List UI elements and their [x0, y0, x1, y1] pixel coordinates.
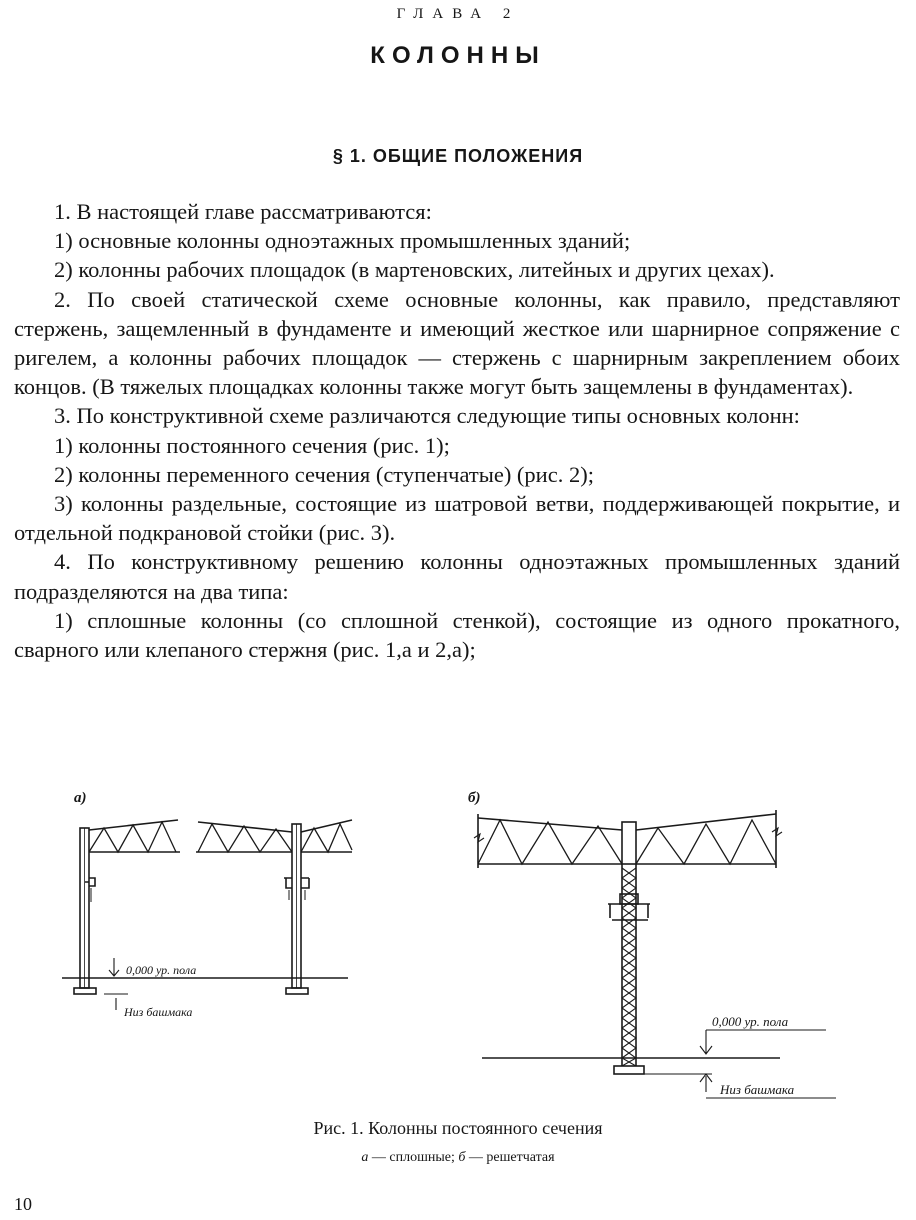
paragraph: 1) сплошные колонны (со сплошной стенкой), состоящие из одного прокатного, сварного или клепаного стержня (рис. 1,а и 2,а); [14, 607, 900, 663]
paragraph: 2) колонны переменного сечения (ступенчатые) (рис. 2); [54, 461, 594, 487]
truss-b-left [474, 814, 622, 868]
paragraph: 3) колонны раздельные, состоящие из шатровой ветви, поддерживающей покрытие, и отдельной подкрановой стойки (рис. 3). [14, 491, 900, 546]
panel-b-floor-label: 0,000 ур. пола [712, 1014, 789, 1029]
paragraph: 1. В настоящей главе рассматриваются: [54, 199, 432, 224]
figure-caption: Рис. 1. Колонны постоянного сечения [313, 1118, 603, 1138]
panel-a-shoe-label: Низ башмака [124, 1005, 193, 1019]
panel-a-tag: а) [74, 790, 87, 806]
paragraph: 2) колонны рабочих площадок (в мартеновских, литейных и других цехах). [54, 257, 775, 283]
paragraph: 2. По своей статической схеме основные колонны, как правило, представляют стержень, защемленный в фундаменте и имеющий жесткое или шарнирное сопряжение с ригелем, а колонны рабочих площадок — стержень с шарнирным закреплением обоих концов. (В тяжелых площадках колонны также могут быть защемлены в фундаментах). [14, 286, 900, 400]
page-number: 10 [14, 1194, 32, 1214]
panel-a-drawing [62, 790, 352, 1019]
truss-right-left-span [196, 822, 292, 852]
paragraph: 4. По конструктивному решению колонны одноэтажных промышленных зданий подразделяются на два типа: [14, 549, 900, 604]
subcaption-b-letter: б [458, 1150, 466, 1165]
subcaption-a-letter: а [361, 1150, 369, 1165]
solid-column-right [284, 824, 309, 994]
body-text [14, 197, 900, 664]
truss-b-right [636, 810, 782, 868]
lattice-column-head [622, 822, 636, 864]
truss-left [89, 820, 180, 852]
paragraph: 3. По конструктивной схеме различаются следующие типы основных колонн: [54, 403, 800, 429]
chapter-label: ГЛАВА 2 [396, 6, 520, 22]
paragraph: 1) колонны постоянного сечения (рис. 1); [54, 432, 450, 458]
truss-right-right-span [301, 820, 352, 852]
panel-b-tag: б) [468, 790, 481, 806]
subcaption-b-text: решетчатая [486, 1150, 555, 1165]
subcaption-a-text: сплошные; [389, 1150, 455, 1165]
panel-b-floor-marker [700, 1030, 712, 1054]
panel-a-floor-marker [109, 958, 119, 976]
lattice-column-base [614, 1066, 644, 1074]
panel-b-drawing [468, 790, 836, 1098]
solid-column-left [74, 828, 96, 994]
section-heading: § 1. ОБЩИЕ ПОЛОЖЕНИЯ [332, 146, 584, 166]
paragraph: 1) основные колонны одноэтажных промышленных зданий; [54, 228, 631, 254]
lattice-column-console [608, 894, 650, 920]
panel-a-floor-label: 0,000 ур. пола [126, 963, 197, 977]
figure-subcaption: а — сплошные; б — решетчатая [361, 1150, 555, 1165]
chapter-title: КОЛОННЫ [370, 42, 546, 69]
panel-b-shoe-marker [700, 1074, 712, 1092]
figure-columns-drawing [0, 780, 916, 1120]
panel-b-shoe-label: Низ башмака [720, 1082, 795, 1097]
